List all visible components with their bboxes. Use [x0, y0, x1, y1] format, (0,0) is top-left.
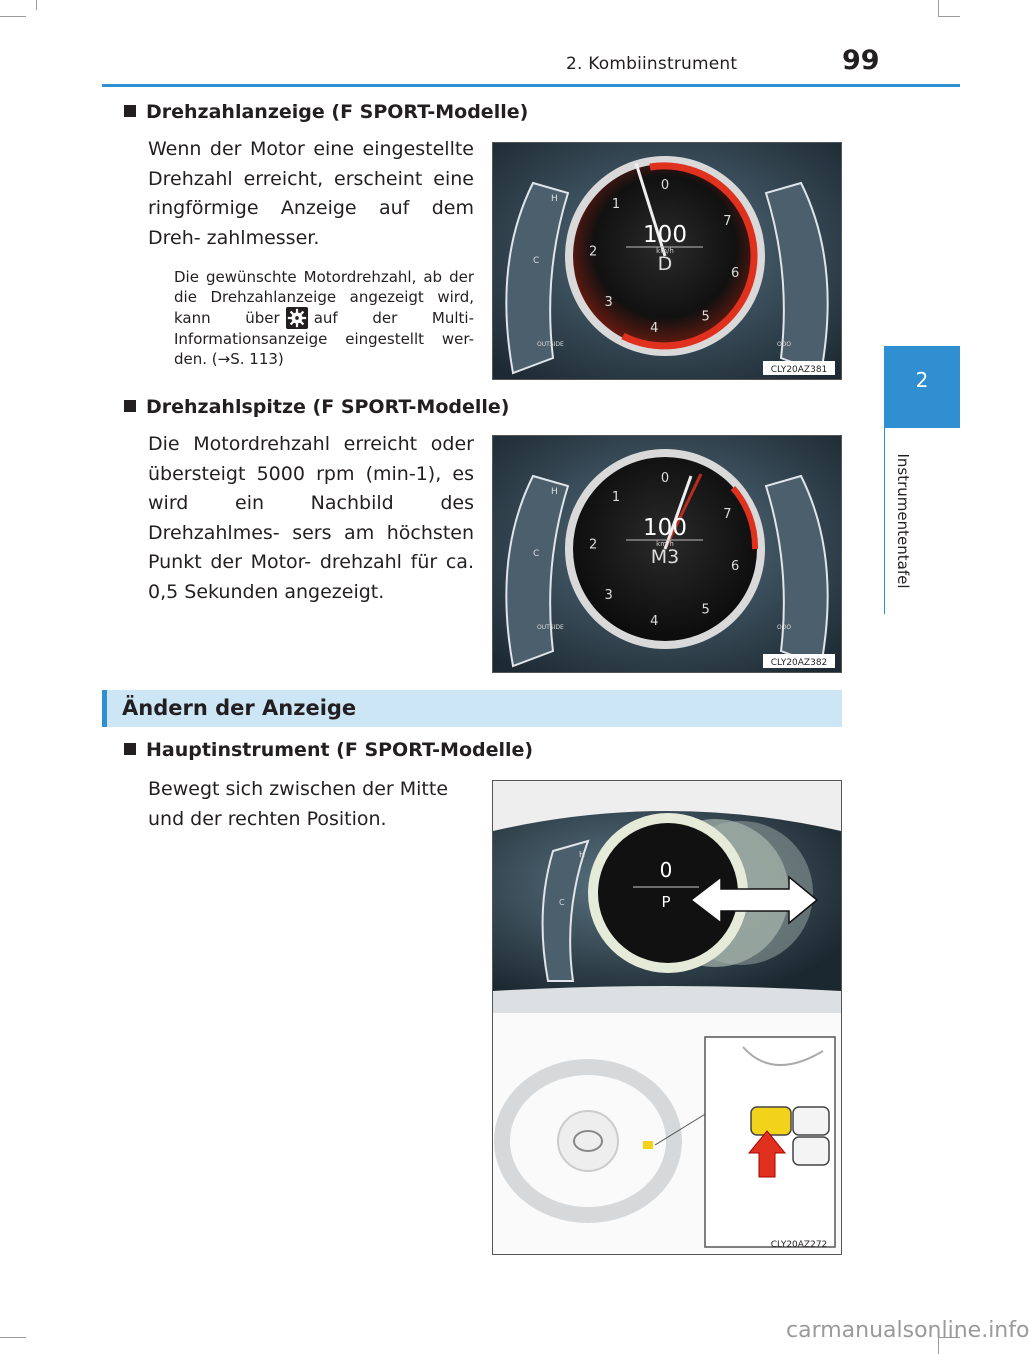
crop-mark: [0, 1337, 26, 1338]
chapter-label: Instrumententafel: [894, 453, 912, 589]
tick-label: 7: [723, 214, 732, 229]
figure-code: CLY20AZ272: [770, 1240, 828, 1250]
chapter-tab[interactable]: [884, 346, 960, 428]
tick-label: 2: [589, 244, 598, 260]
gear-indicator: M3: [650, 546, 680, 568]
heading-drehzahlspitze: Drehzahlspitze (F SPORT-Modelle): [124, 396, 509, 418]
speed-unit: km/h: [656, 540, 674, 548]
tick-label: 1: [611, 197, 621, 213]
meter-switch-button: [751, 1107, 791, 1135]
gear-indicator: P: [661, 893, 671, 911]
speed-readout: 100: [643, 222, 687, 248]
tick-label: 6: [731, 266, 740, 281]
tick-label: 1: [611, 490, 621, 506]
tick-label: 0: [660, 471, 670, 486]
temp-cold-label: C: [533, 256, 540, 266]
chapter-number: 2: [915, 368, 929, 392]
crop-mark: [938, 16, 960, 17]
gear-indicator: D: [657, 253, 673, 275]
outside-temp-label: OUTSIDE: [537, 624, 564, 631]
temp-hot-label: H: [579, 850, 586, 859]
figure-tachometer-ring: [492, 142, 842, 380]
odometer-label: ODO: [777, 624, 792, 631]
odometer-label: ODO: [777, 341, 792, 348]
meter-switch-small: [643, 1141, 653, 1149]
chapter-tab-line: [884, 428, 885, 614]
settings-gear-icon: [286, 307, 308, 329]
tick-label: 7: [723, 507, 732, 522]
figure-code: CLY20AZ382: [770, 658, 828, 668]
tick-label: 5: [701, 309, 710, 325]
phone-button: [793, 1137, 829, 1165]
heading-drehzahlanzeige: Drehzahlanzeige (F SPORT-Modelle): [124, 101, 528, 123]
note-drehzahlanzeige: Die gewünschte Motordrehzahl, ab der die Drehzahlanzeige angezeigt wird, kann über auf der Multi- Informationsanzeige eingestellt wer- den. (→S. 113): [174, 268, 474, 368]
tick-label: 3: [604, 294, 613, 310]
temp-hot-label: H: [551, 194, 558, 204]
paragraph-drehzahlspitze: Die Motordrehzahl erreicht oder übersteigt 5000 rpm (min-1), es wird ein Nachbild des Drehzahlmes- sers am höchsten Punkt der Motor- drehzahl für ca. 0,5 Sekunden angezeigt.: [148, 433, 474, 603]
tick-label: 4: [650, 321, 659, 337]
speed-unit: km/h: [656, 247, 674, 255]
paragraph-hauptinstrument: Bewegt sich zwischen der Mitte und der rechten Position.: [148, 778, 449, 830]
figure-tachometer-peak: [492, 435, 842, 673]
paragraph-drehzahlanzeige: Wenn der Motor eine eingestellte Drehzahl erreicht, erscheint eine ringförmige Anzeige auf dem Dreh- zahlmesser.: [148, 138, 474, 249]
tick-label: 4: [650, 614, 659, 630]
tick-label: 6: [731, 559, 740, 574]
speed-readout: 100: [643, 515, 687, 541]
page-number: 99: [842, 45, 880, 76]
figure-main-meter-move: [492, 780, 842, 1255]
tick-label: 0: [660, 178, 670, 193]
crop-mark: [36, 0, 37, 10]
temp-cold-label: C: [533, 549, 540, 559]
speed-readout: 0: [659, 858, 673, 882]
figure-code: CLY20AZ381: [770, 365, 828, 375]
tick-label: 5: [701, 602, 710, 618]
temp-cold-label: C: [559, 898, 565, 907]
outside-temp-label: OUTSIDE: [537, 341, 564, 348]
section-bar-aendern: Ändern der Anzeige: [102, 690, 842, 727]
crop-mark: [938, 0, 939, 16]
watermark: carmanualsonline.info: [786, 1318, 1029, 1343]
back-button: [793, 1107, 829, 1135]
heading-hauptinstrument: Hauptinstrument (F SPORT-Modelle): [124, 739, 533, 761]
header-section-title: 2. Kombiinstrument: [566, 54, 738, 74]
tick-label: 2: [589, 537, 598, 553]
temp-hot-label: H: [551, 487, 558, 497]
tick-label: 3: [604, 587, 613, 603]
crop-mark: [0, 16, 26, 17]
header-rule: [102, 84, 960, 87]
